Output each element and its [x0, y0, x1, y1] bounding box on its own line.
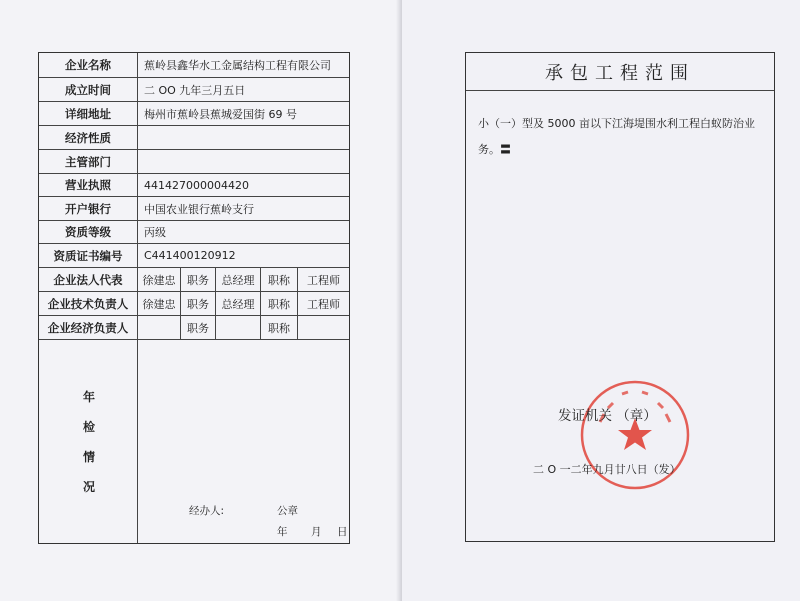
label-technical-manager: 企业技术负责人 [39, 292, 138, 315]
label-department: 主管部门 [39, 150, 138, 173]
row-founded [39, 78, 349, 102]
econ-manager-title-label: 职称 [261, 316, 298, 339]
value-company-name: 蕉岭县鑫华水工金属结构工程有限公司 [144, 59, 331, 72]
row-business-license [39, 174, 349, 197]
row-bank [39, 197, 349, 221]
enterprise-info-table [38, 52, 350, 544]
annual-inspection-label [39, 340, 138, 543]
tech-manager-name: 徐建忠 [138, 292, 181, 315]
issuing-authority: 发证机关 （章） [558, 408, 657, 424]
value-qualification-level: 丙级 [144, 226, 166, 239]
label-economic-manager: 企业经济负责人 [39, 316, 138, 339]
legal-rep-post-label: 职务 [181, 268, 216, 291]
value-economic-nature [138, 126, 349, 149]
annual-char-4: 况 [83, 480, 96, 494]
value-bank: 中国农业银行蕉岭支行 [144, 202, 254, 216]
row-legal-representative [39, 268, 349, 292]
issue-date: 二 O 一二年九月廿八日（发） [533, 463, 681, 476]
row-address [39, 102, 349, 126]
label-bank: 开户银行 [39, 197, 138, 220]
legal-rep-name: 徐建忠 [138, 268, 181, 291]
econ-manager-title [298, 316, 349, 339]
tech-manager-title: 工程师 [307, 297, 340, 311]
row-department [39, 150, 349, 174]
row-technical-manager [39, 292, 349, 316]
value-business-license: 441427000004420 [144, 178, 249, 192]
annual-char-1: 年 [83, 390, 96, 404]
value-founded: 二 OO 九年三月五日 [144, 83, 246, 97]
label-qualification-level: 资质等级 [39, 221, 138, 243]
label-founded: 成立时间 [39, 78, 138, 101]
date-month: 月 [311, 526, 322, 538]
row-qualification-level [39, 221, 349, 244]
annual-inspection-section [39, 340, 349, 543]
legal-rep-post: 总经理 [216, 268, 261, 291]
date-year: 年 [277, 526, 288, 538]
econ-manager-post-label: 职务 [181, 316, 216, 339]
tech-manager-post: 总经理 [216, 292, 261, 315]
row-economic-nature [39, 126, 349, 150]
date-day: 日 [337, 526, 348, 538]
tech-manager-title-label: 职称 [261, 292, 298, 315]
scope-line-1: 小（一）型及 5000 亩以下江海堤围水利工程白蚁防治业 [478, 117, 755, 130]
row-certificate-number [39, 244, 349, 268]
label-company-name: 企业名称 [39, 53, 138, 77]
row-economic-manager [39, 316, 349, 340]
tech-manager-post-label: 职务 [181, 292, 216, 315]
legal-rep-title-label: 职称 [261, 268, 298, 291]
annual-char-3: 情 [83, 450, 96, 464]
label-economic-nature: 经济性质 [39, 126, 138, 149]
seal-label: 公章 [277, 505, 298, 517]
label-address: 详细地址 [39, 102, 138, 125]
row-company-name [39, 53, 349, 78]
annual-char-2: 检 [83, 420, 96, 434]
econ-manager-name [138, 316, 181, 339]
scope-title: 承包工程范围 [466, 53, 774, 91]
econ-manager-post [216, 316, 261, 339]
label-legal-representative: 企业法人代表 [39, 268, 138, 291]
label-certificate-number: 资质证书编号 [39, 244, 138, 267]
value-department [138, 150, 349, 173]
value-address: 梅州市蕉岭县蕉城爱国街 69 号 [144, 107, 297, 121]
value-certificate-number: C441400120912 [144, 249, 236, 262]
handler-label: 经办人: [189, 505, 225, 517]
label-business-license: 营业执照 [39, 174, 138, 196]
scope-line-2: 务。〓 [478, 143, 511, 156]
right-page [402, 0, 800, 601]
legal-rep-title: 工程师 [307, 273, 340, 287]
